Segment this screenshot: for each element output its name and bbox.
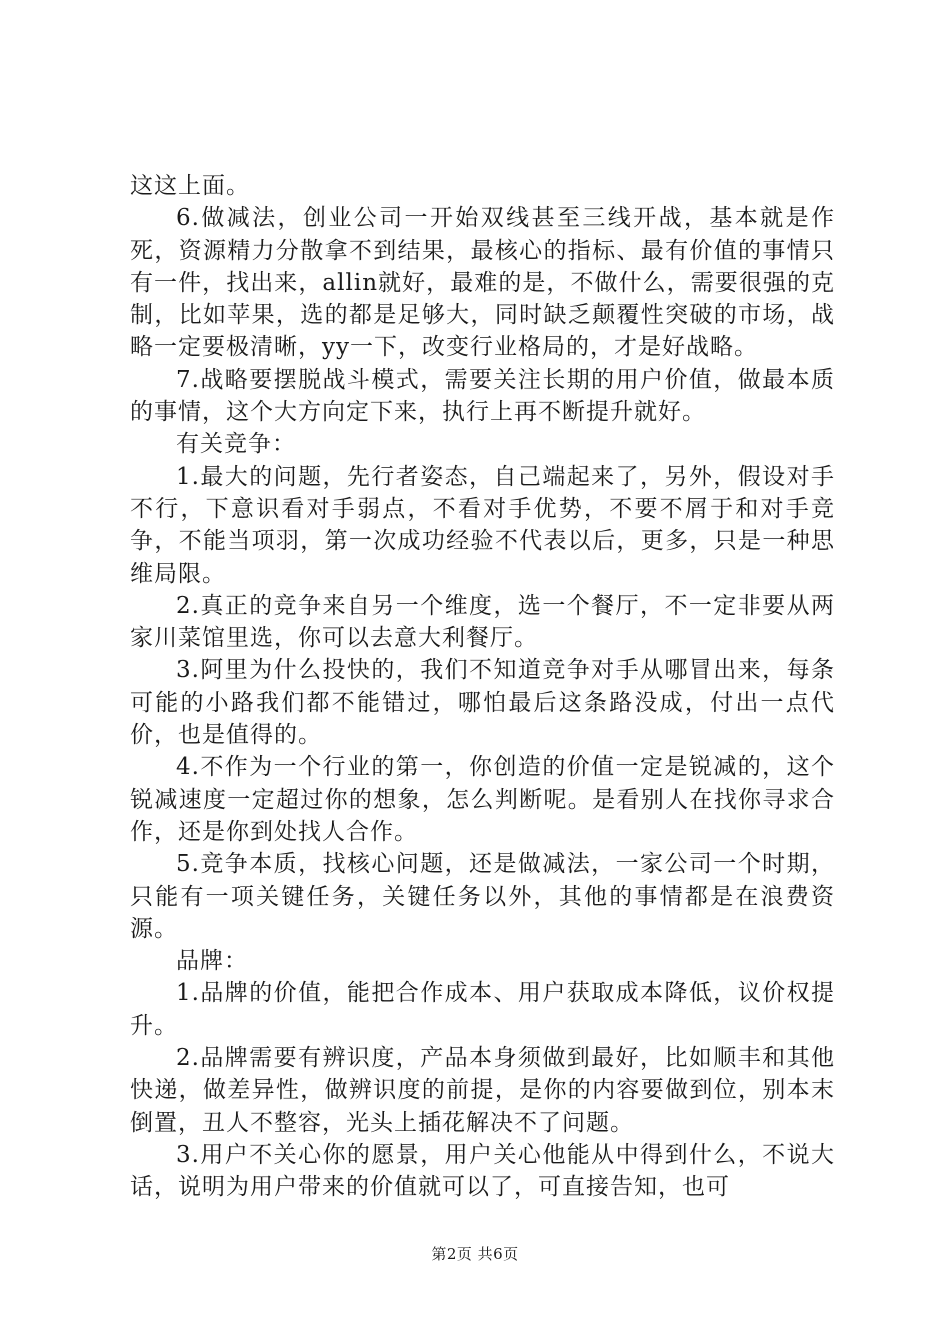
- paragraph-strategy-7: 7.战略要摆脱战斗模式，需要关注长期的用户价值，做最本质的事情，这个大方向定下来，执行上再不断提升就好。: [130, 366, 835, 426]
- paragraph-continuation: 这这上面。: [130, 173, 250, 199]
- paragraph-brand-2: 2.品牌需要有辨识度，产品本身须做到最好，比如顺丰和其他快递，做差异性，做辨识度的前提，是你的内容要做到位，别本末倒置，丑人不整容，光头上插花解决不了问题。: [130, 1045, 835, 1136]
- paragraph-competition-5: 5.竞争本质，找核心问题，还是做减法，一家公司一个时期，只能有一项关键任务，关键任务以外，其他的事情都是在浪费资源。: [130, 851, 835, 942]
- paragraph-competition-4: 4.不作为一个行业的第一，你创造的价值一定是锐减的，这个锐减速度一定超过你的想象，怎么判断呢。是看别人在找你寻求合作，还是你到处找人合作。: [130, 754, 835, 845]
- paragraph-competition-1: 1.最大的问题，先行者姿态，自己端起来了，另外，假设对手不行，下意识看对手弱点，不看对手优势，不要不屑于和对手竞争，不能当项羽，第一次成功经验不代表以后，更多，只是一种思维局限。: [130, 463, 835, 587]
- paragraph-brand-3: 3.用户不关心你的愿景，用户关心他能从中得到什么，不说大话，说明为用户带来的价值就可以了，可直接告知，也可: [130, 1141, 835, 1201]
- paragraph-competition-2: 2.真正的竞争来自另一个维度，选一个餐厅，不一定非要从两家川菜馆里选，你可以去意大利餐厅。: [130, 592, 835, 652]
- paragraph-brand-1: 1.品牌的价值，能把合作成本、用户获取成本降低，议价权提升。: [130, 980, 835, 1039]
- page-number-footer: 第2页 共6页: [431, 1245, 519, 1263]
- section-heading-competition: 有关竞争：: [176, 431, 296, 458]
- section-heading-brand: 品牌：: [176, 948, 248, 975]
- document-body: [130, 170, 835, 1204]
- paragraph-strategy-6: 6.做减法，创业公司一开始双线甚至三线开战，基本就是作死，资源精力分散拿不到结果，最核心的指标、最有价值的事情只有一件，找出来，allin就好，最难的是，不做什么，需要很强的克制，比如苹果，选的都是足够大，同时缺乏颠覆性突破的市场，战略一定要极清晰，yy一下，改变行业格局的，才是好战略。: [130, 205, 835, 361]
- paragraph-competition-3: 3.阿里为什么投快的，我们不知道竞争对手从哪冒出来，每条可能的小路我们都不能错过，哪怕最后这条路没成，付出一点代价，也是值得的。: [130, 657, 835, 749]
